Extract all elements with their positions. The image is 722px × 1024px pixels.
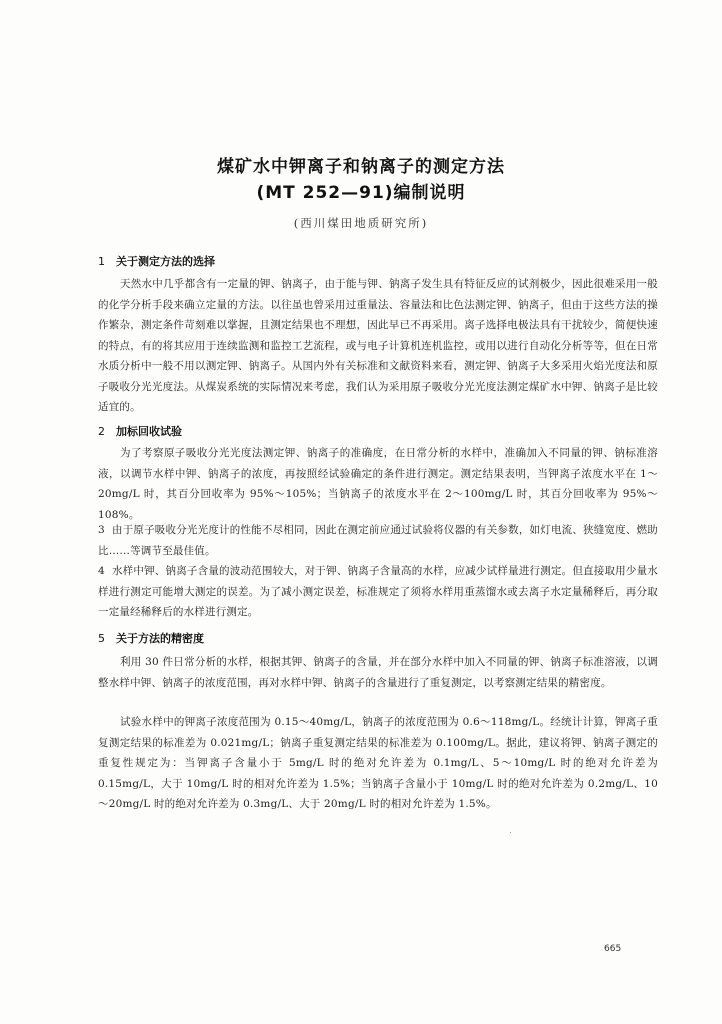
item-text: 由于原子吸收分光光度计的性能不尽相同，因此在测定前应通过试验将仪器的有关参数，如灯电流、狭缝宽度、燃助比……等调节至最佳值。 — [98, 524, 658, 557]
page-number: 665 — [604, 944, 622, 954]
item-number: 3 — [98, 524, 105, 536]
scan-mark — [510, 832, 511, 833]
paragraph: 利用 30 件日常分析的水样，根据其钾、钠离子的含量，并在部分水样中加入不同量的钾、钠离子标准溶液，以调整水样中钾、钠离子的浓度范围，再对水样中钾、钠离子的含量进行了重复测定，以考察测定结果的精密度。 — [98, 656, 658, 689]
item-text: 水样中钾、钠离子含量的波动范围较大，对于钾、钠离子含量高的水样，应减少试样量进行测定。但直接取用少量水样进行测定可能增大测定的误差。为了减小测定误差，标准规定了须将水样用重蒸馏水或去离子水定量稀释后，再分取一定量经稀释后的水样进行测定。 — [98, 565, 658, 618]
section-title: 关于方法的精密度 — [116, 632, 204, 645]
paragraph: 天然水中几乎都含有一定量的钾、钠离子，由于能与钾、钠离子发生具有特征反应的试剂极少，因此很难采用一般的化学分析手段来确立定量的方法。以往虽也曾采用过重量法、容量法和比色法测定钾、钠离子，但由于这些方法的操作繁杂，测定条件苛刻难以掌握，且测定结果也不理想，因此早已不再采用。离子选择电极法具有干扰较少，简便快速的特点，有的将其应用于连续监测和监控工艺流程，或与电子计算机连机监控，或用以进行自动化分析等等，但在日常水质分析中一般不用以测定钾、钠离子。从国内外有关标准和文献资料来看，测定钾、钠离子大多采用火焰光度法和原子吸收分光光度法。从煤炭系统的实际情况来考虑，我们认为采用原子吸收分光光度法测定煤矿水中钾、钠离子是比较适宜的。 — [98, 278, 658, 413]
section-title: 加标回收试验 — [116, 425, 182, 438]
list-item-3 — [98, 520, 658, 561]
paragraph: 为了考察原子吸收分光光度法测定钾、钠离子的准确度，在日常分析的水样中，准确加入不同量的钾、钠标准溶液，以调节水样中钾、钠离子的浓度，再按照经试验确定的条件进行测定。测定结果表明，当钾离子浓度水平在 1～20mg/L 时，其百分回收率为 95%～105%；当钠离子的浓度水平在 2～100mg/L 时，其百分回收率为 95%～108%。 — [98, 447, 658, 521]
paragraph: 试验水样中的钾离子浓度范围为 0.15～40mg/L，钠离子的浓度范围为 0.6～118mg/L。经统计计算，钾离子重复测定结果的标准差为 0.021mg/L；钠离子重复测定结果的标准差为 0.100mg/L。据此，建议将钾、钠离子测定的重复性规定为：当钾离子含量小于 5mg/L 时的绝对允许差为 0.1mg/L、5～10mg/L 时的绝对允许差为 0.15mg/L，大于 10mg/L 时的相对允许差为 1.5%；当钠离子含量小于 10mg/L 时的绝对允许差为 0.2mg/L、10～20mg/L 时的绝对允许差为 0.3mg/L、大于 20mg/L 时的相对允许差为 1.5%。 — [98, 716, 658, 810]
item-number: 4 — [98, 565, 105, 577]
list-item-4 — [98, 561, 658, 623]
section-number: 2 — [98, 425, 105, 438]
author-affiliation: (西川煤田地质研究所) — [293, 216, 429, 230]
section-number: 5 — [98, 632, 105, 645]
section-heading-2 — [98, 423, 182, 439]
section-heading-1 — [98, 253, 215, 269]
document-title: 煤矿水中钾离子和钠离子的测定方法 — [217, 157, 505, 177]
document-subtitle: (MT 252—91)编制说明 — [256, 183, 466, 203]
section-title: 关于测定方法的选择 — [116, 255, 215, 268]
section-number: 1 — [98, 255, 105, 268]
section-heading-5 — [98, 630, 204, 646]
